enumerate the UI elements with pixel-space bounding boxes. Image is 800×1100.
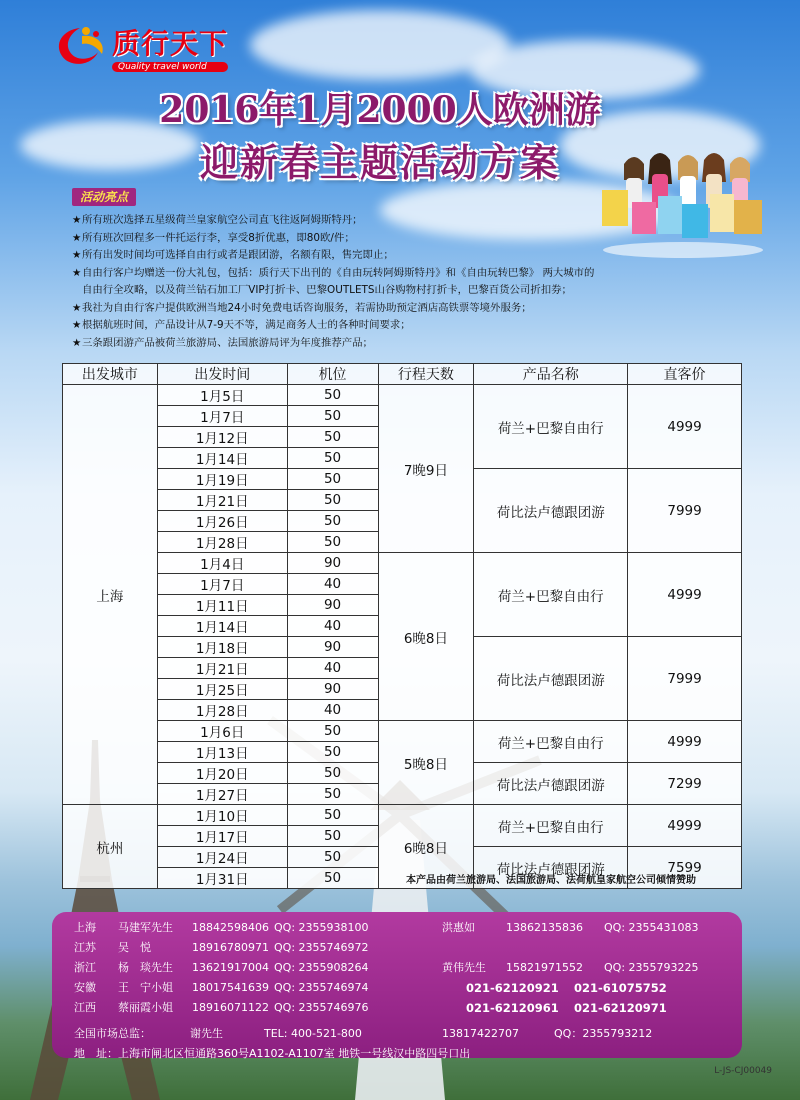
price-cell: 7999: [628, 469, 742, 553]
price-cell: 4999: [628, 805, 742, 847]
table-row: 1月28日 50: [63, 532, 742, 553]
general-manager-row: 全国市场总监： 谢先生 TEL: 400-521-800 13817422707 QQ：2355793212: [74, 1027, 653, 1040]
table-row: 1月17日 50: [63, 826, 742, 847]
highlight-item: ★ 三条跟团游产品被荷兰旅游局、法国旅游局评为年度推荐产品；: [72, 335, 732, 353]
highlight-item: ★ 所有班次选择五星级荷兰皇家航空公司直飞往返阿姆斯特丹；: [72, 212, 732, 230]
header-product: 产品名称: [474, 364, 628, 385]
duration-cell: 7晚9日: [378, 385, 474, 553]
table-row: 1月27日 50: [63, 784, 742, 805]
table-row: 1月12日 50: [63, 427, 742, 448]
header-duration: 行程天数: [378, 364, 474, 385]
table-row: 1月24日 50 荷比法卢德跟团游 7599: [63, 847, 742, 868]
highlight-item: ★ 我社为自由行客户提供欧洲当地24小时免费电话咨询服务，若需协助预定酒店高铁票等境外服务；: [72, 300, 732, 318]
table-row: 1月26日 50: [63, 511, 742, 532]
price-cell: 4999: [628, 553, 742, 637]
table-row: 杭州 1月10日 50 6晚8日 荷兰+巴黎自由行 4999: [63, 805, 742, 826]
product-cell: 荷比法卢德跟团游: [474, 847, 628, 889]
contact-panel: [52, 912, 742, 1058]
table-row: 1月31日 50: [63, 868, 742, 889]
table-row: 1月4日 90 6晚8日 荷兰+巴黎自由行 4999: [63, 553, 742, 574]
highlight-item-continued: 自由行全攻略，以及荷兰钻石加工厂VIP打折卡、巴黎OUTLETS山谷购物村打折卡，巴黎百货公司折扣券；: [82, 284, 572, 296]
product-cell: 荷比法卢德跟团游: [474, 637, 628, 721]
page-title-line1: 2016年1月2000人欧洲游: [159, 89, 601, 131]
price-cell: 7599: [628, 847, 742, 889]
price-cell: 4999: [628, 385, 742, 469]
contact-row: 浙江 杨 琰先生 13621917004 QQ: 2355908264 黄伟先生 15821971552 QQ: 2355793225: [74, 961, 699, 974]
table-row: 1月14日 50: [63, 448, 742, 469]
page-title-line2: 迎新春主题活动方案: [199, 140, 560, 185]
table-row: 1月11日 90: [63, 595, 742, 616]
header-date: 出发时间: [157, 364, 287, 385]
product-cell: 荷比法卢德跟团游: [474, 763, 628, 805]
table-row: 1月6日 50 5晚8日 荷兰+巴黎自由行 4999: [63, 721, 742, 742]
city-cell: 杭州: [63, 805, 158, 889]
table-row: 1月21日 40: [63, 658, 742, 679]
table-row: 1月7日 50: [63, 406, 742, 427]
price-cell: 4999: [628, 721, 742, 763]
contact-row: 江西 蔡丽霞小姐 18916071122 QQ: 2355746976 021-62120961 021-62120971: [74, 1001, 667, 1015]
price-cell: 7299: [628, 763, 742, 805]
brand-name: 质行天下: [112, 27, 229, 60]
table-row: 1月19日 50 荷比法卢德跟团游 7999: [63, 469, 742, 490]
contact-row: 江苏 吴 悦 18916780971 QQ: 2355746972: [74, 941, 369, 954]
city-cell: 上海: [63, 385, 158, 805]
table-row: 1月13日 50: [63, 742, 742, 763]
product-cell: 荷兰+巴黎自由行: [474, 721, 628, 763]
brand-logo: [52, 22, 242, 72]
highlight-item: ★ 所有出发时间均可选择自由行或者是跟团游，名额有限，售完即止；: [72, 247, 732, 265]
star-icon: ★: [72, 231, 82, 244]
highlight-item: ★ 所有班次回程多一件托运行李，享受8折优惠，即80欧/件；: [72, 230, 732, 248]
logo-mark-icon: [52, 22, 110, 72]
star-icon: ★: [72, 336, 82, 349]
address-row: 地 址：上海市闸北区恒通路360号A1102-A1107室 地铁一号线汉中路四号口出: [74, 1047, 471, 1060]
table-row: 1月7日 40: [63, 574, 742, 595]
license-code: L-JS-CJ00049: [714, 1066, 772, 1076]
brand-tagline: Quality travel world: [112, 62, 228, 72]
star-icon: ★: [72, 301, 82, 314]
product-cell: 荷兰+巴黎自由行: [474, 553, 628, 637]
table-row: 1月25日 90: [63, 679, 742, 700]
product-cell: 荷兰+巴黎自由行: [474, 385, 628, 469]
header-price: 直客价: [628, 364, 742, 385]
header-city: 出发城市: [63, 364, 158, 385]
table-row: 1月21日 50: [63, 490, 742, 511]
product-cell: 荷兰+巴黎自由行: [474, 805, 628, 847]
highlights-badge: 活动亮点: [72, 188, 136, 206]
table-row: 1月18日 90 荷比法卢德跟团游 7999: [63, 637, 742, 658]
highlights-list: [72, 212, 732, 352]
table-row: 1月28日 40: [63, 700, 742, 721]
star-icon: ★: [72, 266, 82, 279]
table-row: 1月20日 50 荷比法卢德跟团游 7299: [63, 763, 742, 784]
product-cell: 荷比法卢德跟团游: [474, 469, 628, 553]
price-cell: 7999: [628, 637, 742, 721]
duration-cell: 5晚8日: [378, 721, 474, 805]
star-icon: ★: [72, 249, 82, 261]
duration-cell: 6晚8日: [378, 553, 474, 721]
header-seats: 机位: [287, 364, 378, 385]
table-header-row: [63, 364, 742, 385]
star-icon: ★: [72, 319, 82, 331]
duration-cell: 6晚8日: [378, 805, 474, 889]
highlight-item: ★ 自由行客户均赠送一份大礼包，包括：质行天下出刊的《自由玩转阿姆斯特丹》和《自由玩转巴黎》 两大城市的: [72, 265, 732, 283]
sponsor-note: 本产品由荷兰旅游局、法国旅游局、法荷航皇家航空公司倾情赞助: [406, 875, 696, 886]
table-row: 上海 1月5日 50 7晚9日 荷兰+巴黎自由行 4999: [63, 385, 742, 406]
contact-row: 上海 马建军先生 18842598406 QQ: 2355938100 洪惠如 13862135836 QQ: 2355431083: [74, 921, 699, 934]
contact-row: 安徽 王 宁小姐 18017541639 QQ: 2355746974 021-62120921 021-61075752: [74, 981, 667, 995]
highlight-item: ★ 根据航班时间，产品设计从7-9天不等，满足商务人士的各种时间要求；: [72, 317, 732, 335]
table-row: 1月14日 40: [63, 616, 742, 637]
star-icon: ★: [72, 214, 82, 226]
schedule-table: [62, 363, 742, 889]
